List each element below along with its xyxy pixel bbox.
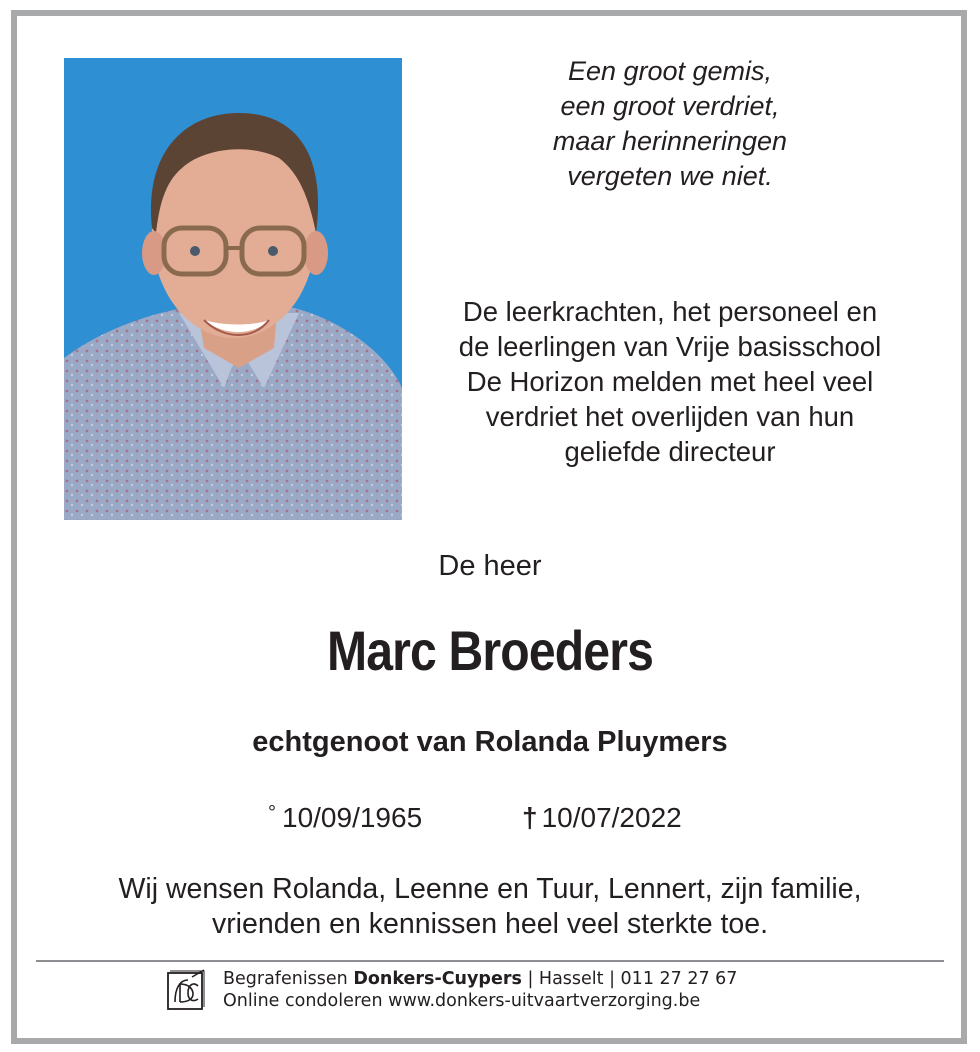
footer-prefix: Begrafenissen	[223, 969, 348, 989]
poem-line: maar herinneringen	[552, 126, 788, 156]
wish-line: vrienden en kennissen heel veel sterkte toe.	[211, 908, 769, 940]
birth-date: 10/09/1965	[282, 802, 423, 833]
announcement-line: de leerlingen van Vrije basisschool	[458, 331, 882, 362]
footer-company: Donkers-Cuypers	[353, 969, 522, 989]
birth-symbol: °	[268, 802, 276, 824]
footer-separator: |	[521, 969, 539, 989]
footer	[223, 968, 737, 1012]
spouse-line: echtgenoot van Rolanda Pluymers	[252, 726, 728, 758]
footer-website-link[interactable]: www.donkers-uitvaartverzorging.be	[388, 991, 701, 1011]
footer-line-2	[223, 990, 737, 1012]
condolence-wish	[0, 872, 980, 942]
footer-online-label: Online condoleren	[223, 991, 383, 1011]
footer-phone: 011 27 27 67	[620, 969, 738, 989]
announcement-line: De leerkrachten, het personeel en	[462, 296, 878, 327]
announcement-line: geliefde directeur	[564, 436, 776, 467]
portrait-photo	[64, 58, 402, 520]
announcement-line: verdriet het overlijden van hun	[485, 401, 855, 432]
poem-line: vergeten we niet.	[567, 161, 773, 191]
death-date-group	[522, 802, 682, 834]
footer-divider	[36, 960, 944, 962]
footer-separator: |	[603, 969, 621, 989]
footer-city: Hasselt	[538, 969, 604, 989]
poem-line: Een groot gemis,	[567, 56, 773, 86]
death-date: 10/07/2022	[541, 802, 682, 833]
announcement	[420, 294, 920, 469]
death-cross-icon: †	[522, 802, 538, 833]
footer-line-1	[223, 968, 737, 990]
poem	[470, 54, 870, 194]
deceased-name: Marc Broeders	[326, 619, 654, 682]
funeral-home-logo-icon	[166, 968, 206, 1012]
poem-line: een groot verdriet,	[560, 91, 780, 121]
salutation: De heer	[438, 550, 542, 582]
announcement-line: De Horizon melden met heel veel	[466, 366, 874, 397]
birth-date-group	[268, 802, 422, 834]
wish-line: Wij wensen Rolanda, Leenne en Tuur, Lennert, zijn familie,	[118, 873, 862, 905]
